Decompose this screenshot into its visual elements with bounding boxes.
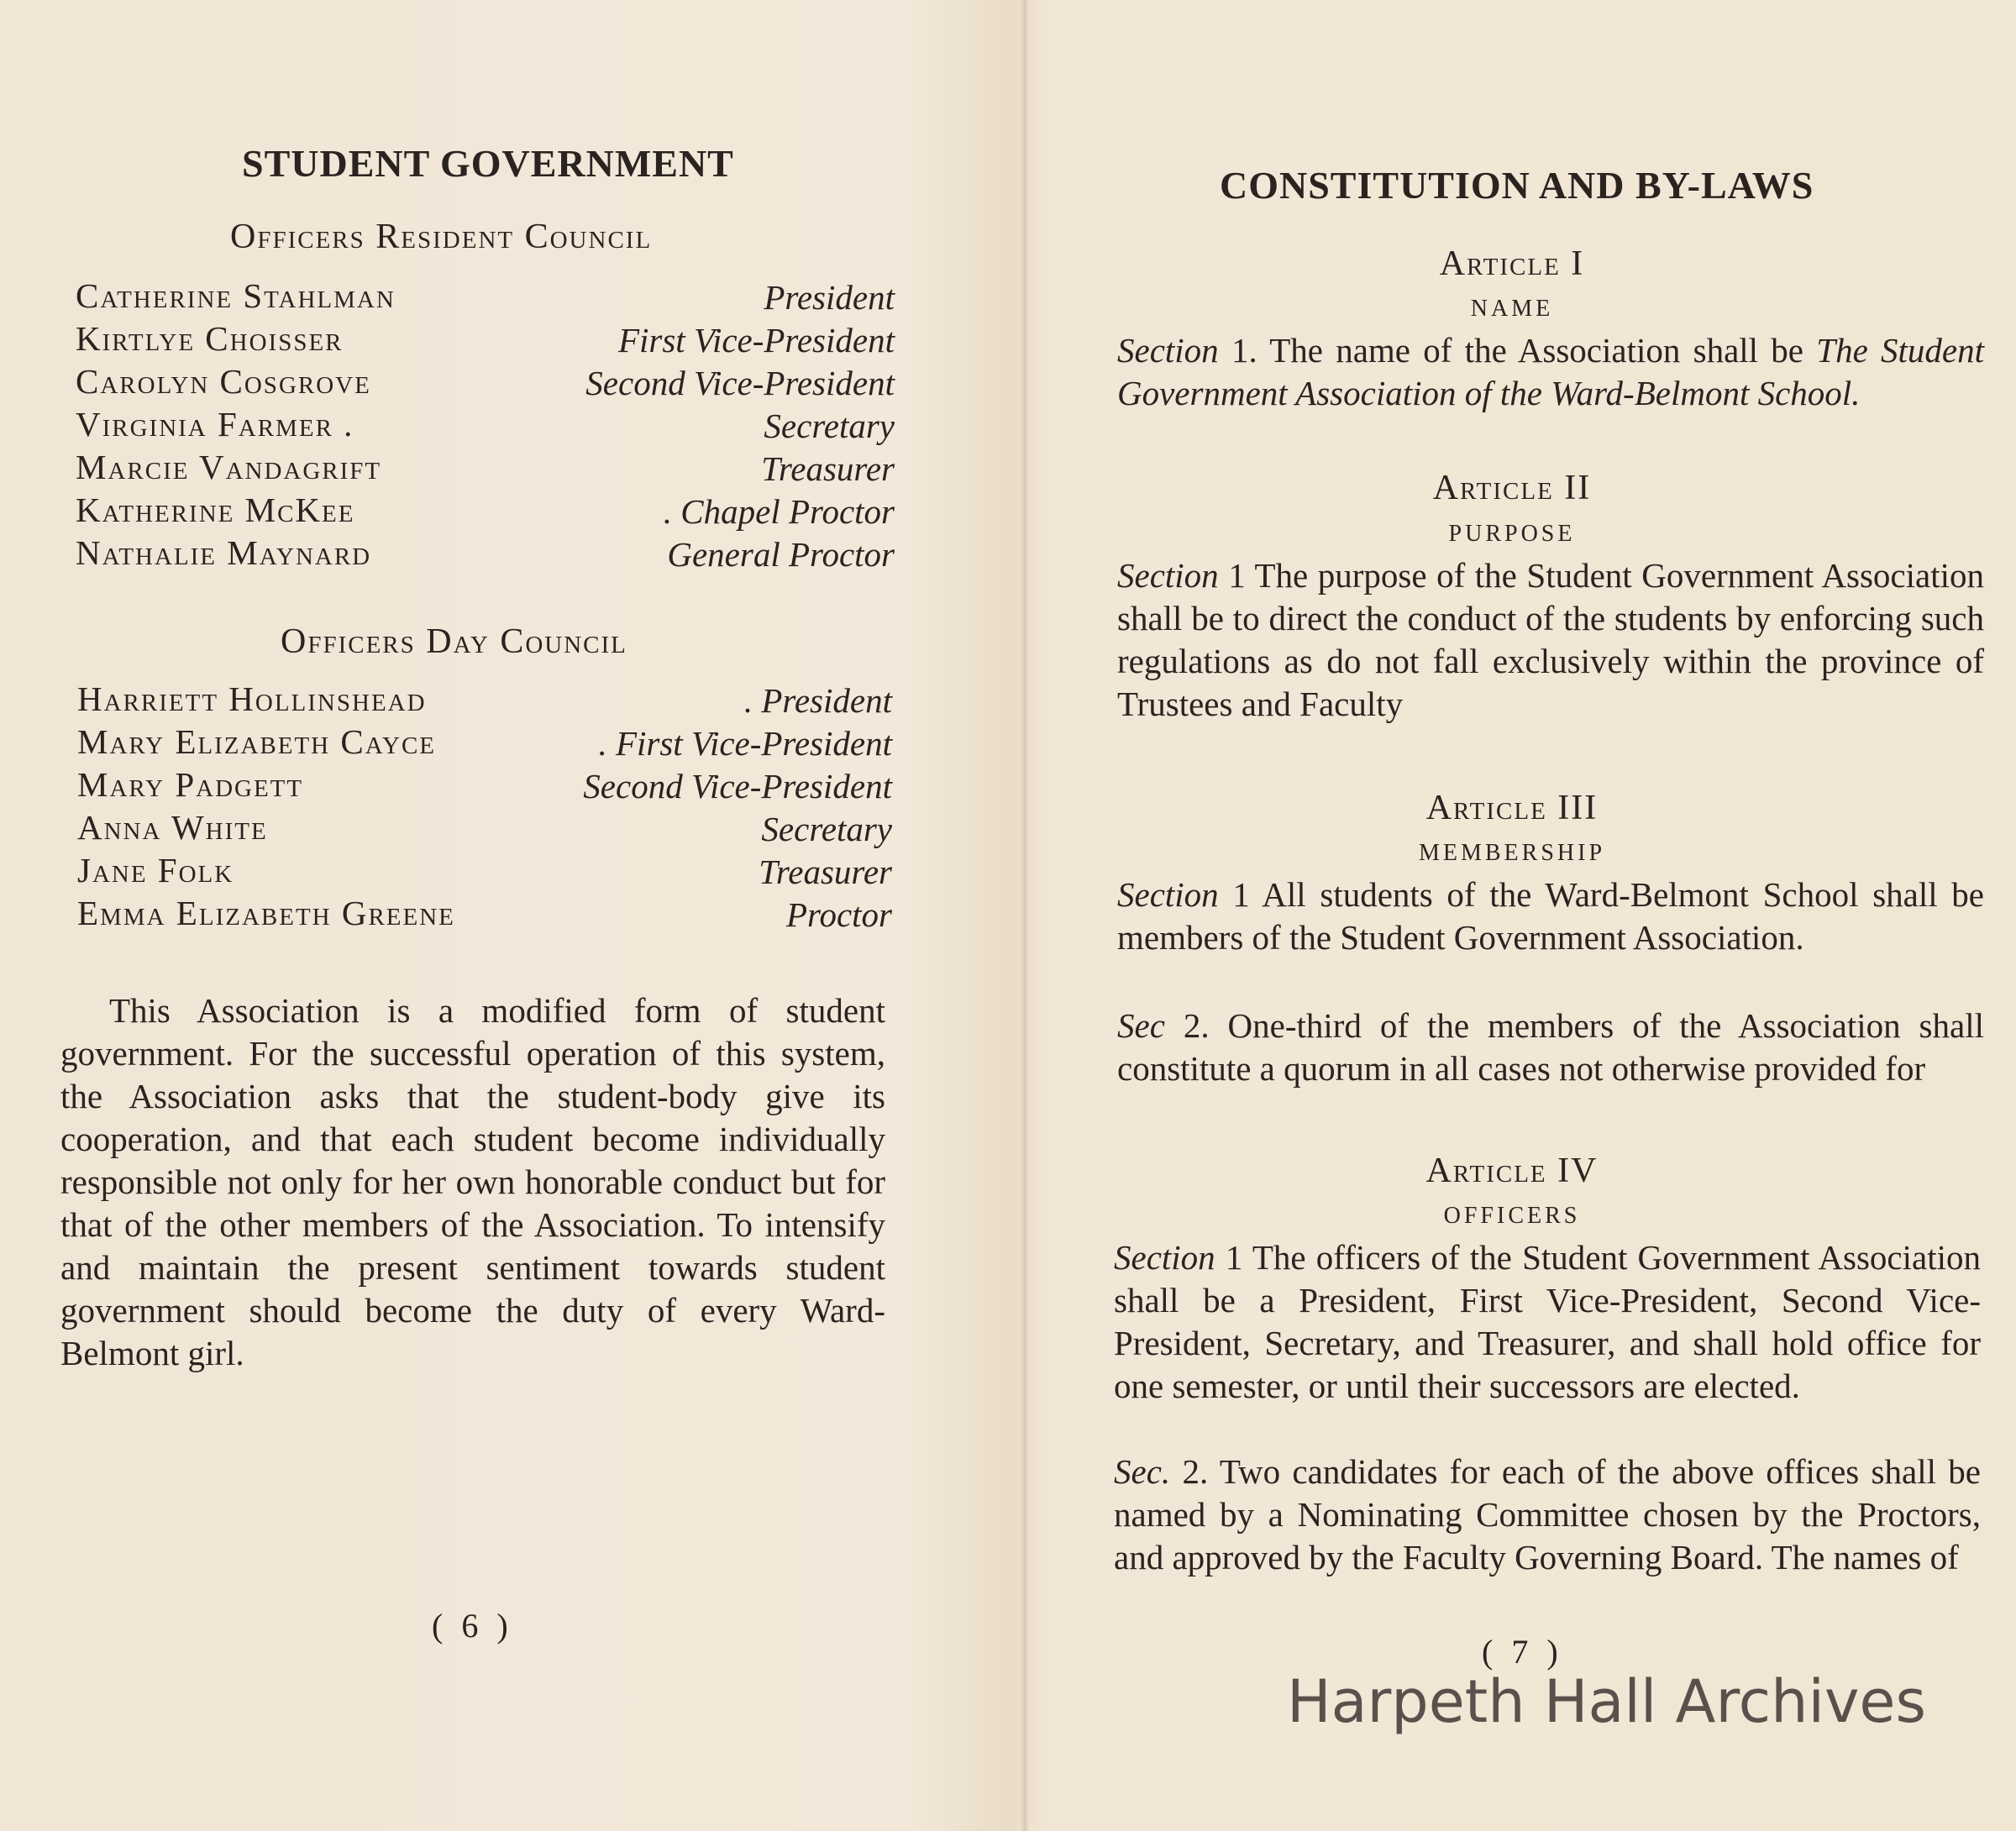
officer-name: Virginia Farmer . <box>76 405 354 443</box>
section-text: 2. Two candidates for each of the above offices shall be named by a Nominating Committee chosen by the Proctors, and approved by the Faculty Governing Board. The names of <box>1114 1452 1982 1577</box>
officer-row <box>77 764 892 807</box>
officer-role: . Chapel Proctor <box>663 492 895 531</box>
constitution-title: CONSTITUTION AND BY-LAWS <box>1220 164 1814 207</box>
section-italic-text: The Student Government Association of the Ward-Belmont School. <box>1117 331 1985 412</box>
officer-role: Treasurer <box>759 853 892 891</box>
officer-role: . President <box>743 681 892 720</box>
officer-role: General Proctor <box>667 535 895 574</box>
article-section <box>1117 1005 1984 1090</box>
section-text: 1 The purpose of the Student Government Association shall be to direct the conduct of the students by enforcing such regulations as do not fall exclusively within the province of Trustees and Faculty <box>1117 556 1984 723</box>
article-title: Article III <box>1425 789 1599 827</box>
officer-row <box>76 533 895 575</box>
right-page <box>1033 0 2016 1831</box>
archive-watermark: Harpeth Hall Archives <box>1287 1667 1926 1736</box>
officer-row <box>77 679 892 721</box>
article-section <box>1114 1451 1981 1579</box>
officer-role: Second Vice-President <box>585 364 895 402</box>
officer-name: Emma Elizabeth Greene <box>77 894 455 932</box>
section-label: Sec. <box>1114 1452 1171 1491</box>
officer-role: . First Vice-President <box>598 724 892 763</box>
officer-name: Mary Padgett <box>77 765 304 804</box>
officer-name: Jane Folk <box>77 851 234 889</box>
article-title: Article II <box>1432 469 1592 507</box>
officer-name: Catherine Stahlman <box>76 276 396 315</box>
officer-row <box>76 318 895 361</box>
officer-row <box>76 275 895 318</box>
section-label: Sec <box>1117 1006 1165 1045</box>
article-subtitle: PURPOSE <box>1448 521 1576 547</box>
officer-name: Marcie Vandagrift <box>76 448 382 486</box>
officer-name: Nathalie Maynard <box>76 533 372 572</box>
section-label: Section <box>1117 556 1219 595</box>
article-title: Article IV <box>1425 1152 1599 1190</box>
section-text: 2. One-third of the members of the Association shall constitute a quorum in all cases not otherwise provided for <box>1117 1006 1984 1088</box>
article-subtitle: MEMBERSHIP <box>1418 840 1606 866</box>
article-subtitle: OFFICERS <box>1443 1203 1581 1229</box>
article-section <box>1114 1236 1981 1408</box>
officer-row <box>77 721 892 764</box>
page-gutter <box>1021 0 1029 1831</box>
resident-council-list <box>76 275 895 575</box>
section-label: Section <box>1117 331 1219 370</box>
day-council-list <box>77 679 892 936</box>
article-subtitle: NAME <box>1470 296 1554 322</box>
officer-name: Kirtlye Choisser <box>76 319 344 358</box>
article-title: Article I <box>1439 244 1585 283</box>
officer-role: President <box>764 278 895 317</box>
page-number: ( 6 ) <box>432 1607 513 1645</box>
page-title: STUDENT GOVERNMENT <box>242 142 734 185</box>
officer-role: Proctor <box>785 895 892 934</box>
association-paragraph: This Association is a modified form of student government. For the successful operation of this system, the Association asks that the student-body give its cooperation, and that each student become individually responsible not only for her own honorable conduct but for that of the other members of the Association. To intensify and maintain the present sentiment towards student government should become the duty of every Ward-Belmont girl. <box>60 991 885 1372</box>
day-council-heading: Officers Day Council <box>281 622 627 661</box>
officer-role: Secretary <box>764 407 895 445</box>
officer-name: Harriett Hollinshead <box>77 679 427 718</box>
resident-council-heading: Officers Resident Council <box>230 218 653 256</box>
officer-name: Mary Elizabeth Cayce <box>77 722 436 761</box>
officer-role: Secretary <box>761 810 892 848</box>
section-text: 1 All students of the Ward-Belmont School shall be members of the Student Government Association. <box>1117 875 1985 957</box>
section-label: Section <box>1117 875 1219 914</box>
section-label: Section <box>1114 1238 1215 1277</box>
article-section <box>1117 554 1984 726</box>
section-text: 1. The name of the Association shall be <box>1231 331 1803 370</box>
officer-row <box>76 447 895 490</box>
article-section <box>1117 329 1984 415</box>
page-number: ( 7 ) <box>1482 1633 1563 1671</box>
officer-name: Anna White <box>77 808 268 847</box>
officer-row <box>76 404 895 447</box>
officer-role: Treasurer <box>761 449 895 488</box>
officer-row <box>77 850 892 893</box>
section-text: 1 The officers of the Student Government Association shall be a President, First Vice-President, Second Vice-President, Secretary, and Treasurer, and shall hold office for one semester, or until their successors are elected. <box>1114 1238 1981 1405</box>
officer-row <box>76 490 895 533</box>
officer-name: Katherine McKee <box>76 491 355 529</box>
officer-row <box>76 361 895 404</box>
officer-role: Second Vice-President <box>583 767 892 805</box>
officer-row <box>77 807 892 850</box>
officer-role: First Vice-President <box>617 321 895 359</box>
officer-name: Carolyn Cosgrove <box>76 362 371 401</box>
officer-row <box>77 893 892 936</box>
article-section <box>1117 874 1984 959</box>
